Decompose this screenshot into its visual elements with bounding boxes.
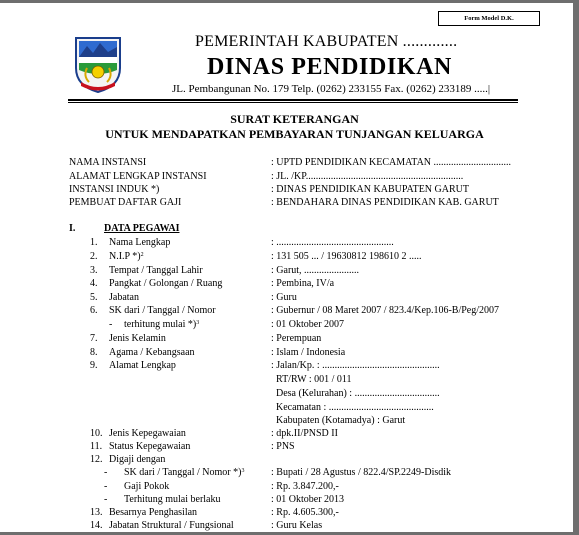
institution-label: NAMA INSTANSI <box>69 157 147 168</box>
row-label: Jenis Kepegawaian <box>109 428 186 439</box>
row-value: : Bupati / 28 Agustus / 822.4/SP.2249-Disdik <box>271 467 452 478</box>
row-number: 4. <box>90 278 98 289</box>
header-department: DINAS PENDIDIKAN <box>207 54 452 80</box>
row-value: : Guru <box>271 292 297 303</box>
form-model-label: Form Model D.K. <box>438 11 540 26</box>
footnote-marker: 3 <box>241 468 245 474</box>
row-value: : Garut, ...................... <box>271 265 360 276</box>
row-label: Gaji Pokok <box>124 481 170 492</box>
row-label: Agama / Kebangsaan <box>109 347 195 358</box>
row-number: 5. <box>90 292 98 303</box>
header-rule <box>68 99 518 101</box>
window-frame-right <box>573 0 579 535</box>
row-label: Nama Lengkap <box>109 237 171 248</box>
row-label: N.I.P *)$^2$ <box>109 251 144 262</box>
row-number: 9. <box>90 360 98 371</box>
row-number: 13. <box>90 507 103 518</box>
institution-value: : BENDAHARA DINAS PENDIDIKAN KAB. GARUT <box>271 197 499 208</box>
row-number: 1. <box>90 237 98 248</box>
header-government: PEMERINTAH KABUPATEN ............. <box>195 33 458 50</box>
document-title: SURAT KETERANGAN <box>230 112 359 126</box>
row-number: 14. <box>90 520 103 531</box>
institution-value: : UPTD PENDIDIKAN KECAMATAN ............................... <box>271 157 512 168</box>
document-subtitle: UNTUK MENDAPATKAN PEMBAYARAN TUNJANGAN KELUARGA <box>105 127 484 141</box>
address-line: Desa (Kelurahan) : .................................. <box>276 388 440 399</box>
header-address: JL. Pembangunan No. 179 Telp. (0262) 233155 Fax. (0262) 233189 .....| <box>172 83 491 95</box>
row-value: : Pembina, IV/a <box>271 278 335 289</box>
row-value: : ............................................... <box>271 237 394 248</box>
row-dash: - <box>104 494 108 505</box>
row-value: : Rp. 4.605.300,- <box>271 507 339 518</box>
row-label: Alamat Lengkap <box>109 360 176 371</box>
row-value: : Perempuan <box>271 333 322 344</box>
row-label: Tempat / Tanggal Lahir <box>109 265 203 276</box>
row-label: Besarnya Penghasilan <box>109 507 198 518</box>
row-value: : Jalan/Kp. : ............................................... <box>271 360 440 371</box>
section-title: DATA PEGAWAI <box>104 223 180 234</box>
row-label: SK dari / Tanggal / Nomor <box>109 305 216 316</box>
row-dash: - <box>104 467 108 478</box>
row-label: Jenis Kelamin <box>109 333 166 344</box>
window-frame-top <box>0 0 579 3</box>
footnote-marker: 2 <box>140 252 144 258</box>
row-value: : 131 505 ... / 19630812 198610 2 ..... <box>271 251 422 262</box>
row-value: : Islam / Indonesia <box>271 347 346 358</box>
row-number: 10. <box>90 428 103 439</box>
row-value: : Rp. 3.847.200,- <box>271 481 339 492</box>
row-number: 2. <box>90 251 98 262</box>
row-value: : 01 Oktober 2007 <box>271 319 345 330</box>
regency-emblem-icon <box>73 34 123 94</box>
row-dash: - <box>104 481 108 492</box>
row-number: 11. <box>90 441 103 452</box>
header-rule-thin <box>68 102 518 103</box>
address-line: Kabupaten (Kotamadya) : Garut <box>276 415 406 426</box>
section-number: I. <box>69 223 76 234</box>
institution-label: PEMBUAT DAFTAR GAJI <box>69 197 182 208</box>
row-label: terhitung mulai *)$^3$ <box>124 319 200 330</box>
footnote-marker: 3 <box>196 320 200 326</box>
institution-label: ALAMAT LENGKAP INSTANSI <box>69 171 207 182</box>
address-line: RT/RW : 001 / 011 <box>276 374 352 385</box>
institution-label: INSTANSI INDUK *) <box>69 184 160 195</box>
row-label: Terhitung mulai berlaku <box>124 494 221 505</box>
row-number: 7. <box>90 333 98 344</box>
row-label: Digaji dengan <box>109 454 166 465</box>
row-number: 8. <box>90 347 98 358</box>
row-label: SK dari / Tanggal / Nomor *)$^3$ <box>124 467 245 478</box>
row-label: Pangkat / Golongan / Ruang <box>109 278 223 289</box>
row-label: Jabatan Struktural / Fungsional <box>109 520 234 531</box>
row-number: 12. <box>90 454 103 465</box>
institution-value: : JL. /KP............................................................... <box>271 171 464 182</box>
row-label: Jabatan <box>109 292 139 303</box>
row-dash: - <box>109 319 113 330</box>
row-number: 3. <box>90 265 98 276</box>
institution-value: : DINAS PENDIDIKAN KABUPATEN GARUT <box>271 184 469 195</box>
row-value: : 01 Oktober 2013 <box>271 494 345 505</box>
row-value: : Guru Kelas <box>271 520 323 531</box>
row-number: 6. <box>90 305 98 316</box>
address-line: Kecamatan : .......................................... <box>276 402 434 413</box>
row-value: : dpk.II/PNSD II <box>271 428 338 439</box>
row-value: : PNS <box>271 441 295 452</box>
row-label: Status Kepegawaian <box>109 441 191 452</box>
row-value: : Gubernur / 08 Maret 2007 / 823.4/Kep.106-B/Peg/2007 <box>271 305 500 316</box>
